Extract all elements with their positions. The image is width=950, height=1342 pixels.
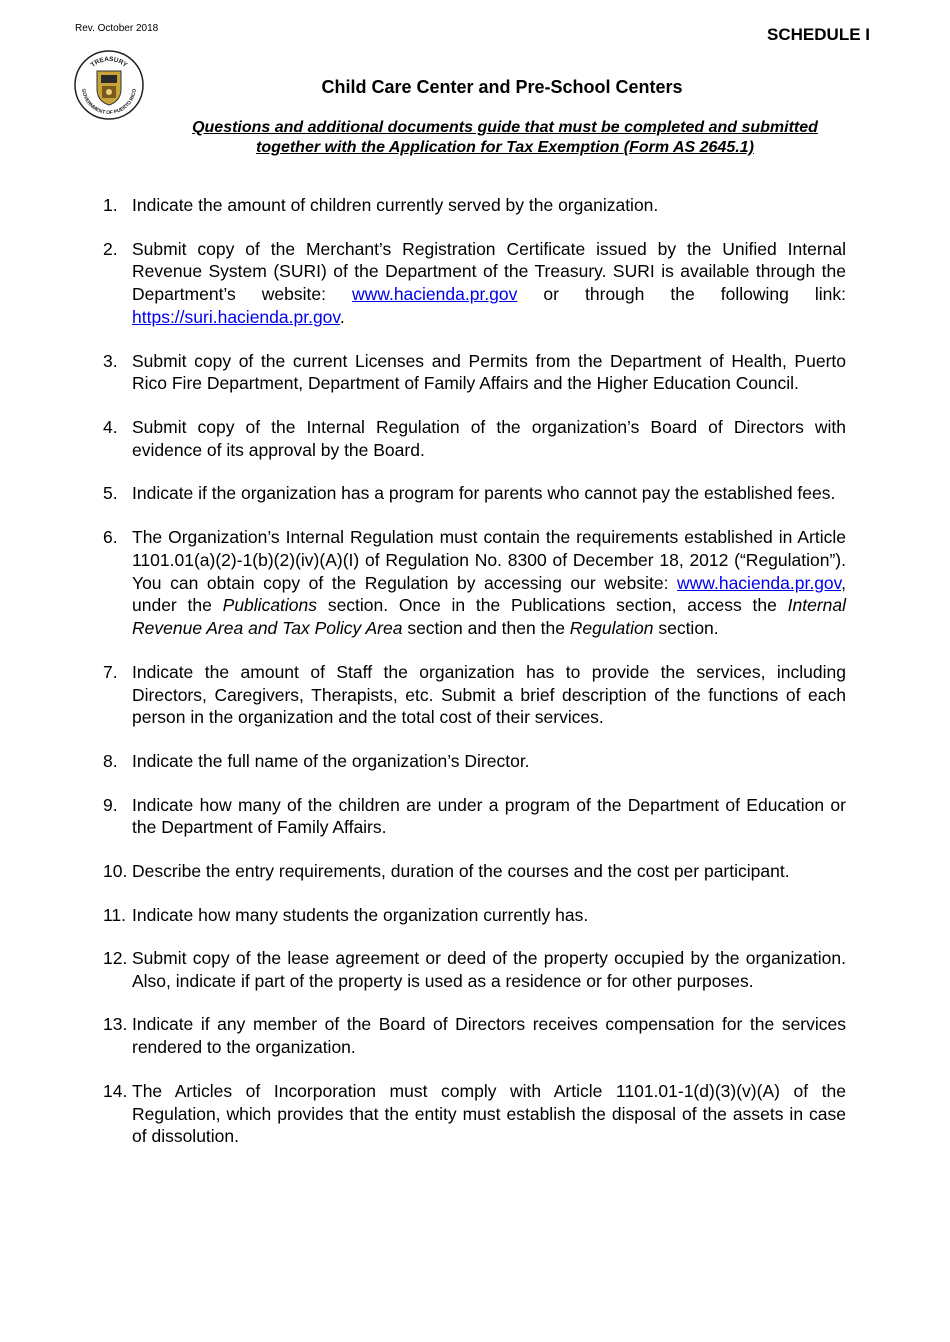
list-item bbox=[103, 350, 846, 396]
item-text: Indicate how many of the children are under a program of the Department of Education or the Department of Family Affairs. bbox=[132, 794, 846, 838]
subtitle-line-1: Questions and additional documents guide that must be completed and submitted bbox=[192, 119, 818, 136]
item-text: or through the following link: bbox=[517, 284, 846, 305]
item-text: , under the bbox=[132, 572, 846, 616]
list-item bbox=[103, 947, 846, 993]
italic-text: Regulation bbox=[569, 618, 654, 639]
item-number: 11. bbox=[103, 904, 127, 925]
list-item bbox=[103, 416, 846, 462]
list-item bbox=[103, 904, 846, 927]
item-text: Submit copy of the current Licenses and Permits from the Department of Health, Puerto Rico Fire Department, Department of Family Affairs and the Higher Education Council. bbox=[132, 350, 846, 394]
list-item bbox=[103, 238, 846, 329]
item-number: 6. bbox=[103, 526, 118, 547]
page-subtitle bbox=[150, 118, 860, 158]
item-number: 10. bbox=[103, 860, 128, 881]
list-item bbox=[103, 750, 846, 773]
list-item bbox=[103, 1013, 846, 1059]
item-text: Indicate the amount of Staff the organization has to provide the services, including Directors, Caregivers, Therapists, etc. Submit a brief description of the functions of each person in the organization and the total cost of their services. bbox=[132, 661, 846, 728]
svg-text:TREASURY: TREASURY bbox=[89, 55, 129, 69]
list-item bbox=[103, 194, 846, 217]
list-item bbox=[103, 482, 846, 505]
item-number: 4. bbox=[103, 416, 118, 437]
svg-text:GOVERNMENT OF PUERTO RICO: GOVERNMENT OF PUERTO RICO bbox=[80, 88, 138, 117]
item-text: Submit copy of the Internal Regulation of the organization’s Board of Directors with evidence of its approval by the Board. bbox=[132, 416, 846, 460]
item-number: 9. bbox=[103, 794, 118, 815]
item-number: 14. bbox=[103, 1080, 128, 1101]
requirements-list bbox=[103, 194, 846, 1169]
item-text: Indicate if any member of the Board of Directors receives compensation for the services rendered to the organization. bbox=[132, 1014, 846, 1058]
item-number: 13. bbox=[103, 1014, 128, 1035]
item-text: section. Once in the Publications section, access the bbox=[317, 595, 788, 616]
item-text: Indicate if the organization has a program for parents who cannot pay the established fees. bbox=[132, 483, 836, 504]
list-item bbox=[103, 661, 846, 729]
item-number: 1. bbox=[103, 195, 118, 215]
italic-text: Publications bbox=[222, 595, 318, 616]
italic-text: Internal Revenue Area and Tax Policy Area bbox=[132, 595, 846, 639]
item-number: 7. bbox=[103, 661, 118, 682]
list-item bbox=[103, 794, 846, 840]
list-item bbox=[103, 860, 846, 883]
website-link[interactable]: www.hacienda.pr.gov bbox=[352, 284, 518, 305]
item-text: The Organization’s Internal Regulation must contain the requirements established in Article 1101.01(a)(2)-1(b)(2)(iv)(A)(I) of Regulation No. 8300 of December 18, 2012 (“Regulation”). You can obtain copy of the Regulation by accessing our website: bbox=[132, 526, 846, 593]
item-text: Submit copy of the Merchant’s Registration Certificate issued by the Unified Internal Revenue System (SURI) of the Department of the Treasury. SURI is available through the Department’s website: bbox=[132, 238, 846, 305]
item-text: The Articles of Incorporation must comply with Article 1101.01-1(d)(3)(v)(A) of the Regulation, which provides that the entity must establish the disposal of the assets in case of dissolution. bbox=[132, 1080, 846, 1147]
website-link[interactable]: https://suri.hacienda.pr.gov bbox=[132, 306, 340, 327]
item-text: Indicate the full name of the organization’s Director. bbox=[132, 750, 530, 771]
list-item bbox=[103, 1080, 846, 1148]
item-text: section and then the bbox=[402, 618, 570, 639]
page-title: Child Care Center and Pre-School Centers bbox=[321, 77, 683, 97]
subtitle-line-2: together with the Application for Tax Exemption (Form AS 2645.1) bbox=[256, 139, 754, 156]
item-number: 3. bbox=[103, 350, 118, 371]
item-text: . bbox=[339, 306, 345, 327]
item-number: 5. bbox=[103, 483, 118, 504]
item-number: 2. bbox=[103, 238, 118, 259]
item-text: Describe the entry requirements, duration of the courses and the cost per participant. bbox=[132, 860, 790, 881]
list-item bbox=[103, 526, 846, 640]
item-number: 8. bbox=[103, 750, 118, 771]
item-text: Submit copy of the lease agreement or deed of the property occupied by the organization. Also, indicate if part of the property is used as a residence or for other purposes. bbox=[132, 948, 846, 991]
item-text: Indicate how many students the organization currently has. bbox=[132, 904, 589, 925]
item-text: Indicate the amount of children currently served by the organization. bbox=[132, 195, 659, 215]
revision-date: Rev. October 2018 bbox=[75, 23, 159, 34]
item-number: 12. bbox=[103, 948, 128, 969]
schedule-label: SCHEDULE I bbox=[767, 25, 870, 44]
website-link[interactable]: www.hacienda.pr.gov bbox=[677, 572, 842, 593]
item-text: section. bbox=[653, 618, 719, 639]
